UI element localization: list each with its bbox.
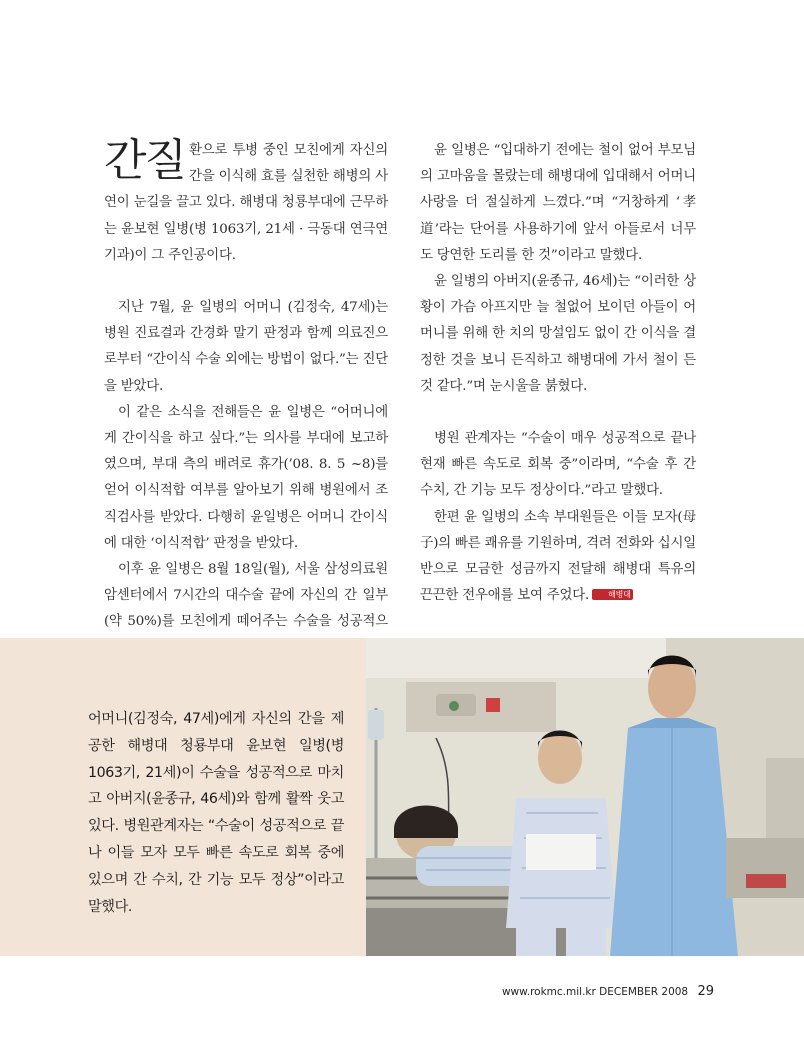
article-paragraph [104, 135, 388, 269]
article-paragraph: 병원 관계자는 “수술이 매우 성공적으로 끝나 현재 빠른 속도로 회복 중”이라며, “수술 후 간 수치, 간 기능 모두 정상이다.”라고 말했다. [420, 431, 696, 499]
marine-corps-badge-icon: 해병대 [592, 589, 633, 600]
paragraph-text: 환으로 투병 중인 모친에게 자신의 간을 이식해 효를 실천한 해병의 사연이 눈길을 끌고 있다. 해병대 청룡부대에 근무하는 윤보현 일병(병 1063기, 21세 · 극동대 연극연기과)이 그 주인공이다. [104, 143, 388, 263]
footer-url: www.rokmc.mil.kr [501, 986, 596, 998]
hospital-photo-illustration [366, 638, 804, 956]
article-right-column [420, 138, 696, 609]
page-number: 29 [697, 984, 714, 999]
photo-caption: 어머니(김정숙, 47세)에게 자신의 간을 제공한 해병대 청룡부대 윤보현 일병(병 1063기, 21세)이 수술을 성공적으로 마치고 아버지(윤종규, 46세)와 함께 활짝 웃고 있다. 병원관계자는 “수술이 성공적으로 끝나 이들 모자 모두 빠른 속도로 회복 중에 있으며 간 수치, 간 기능 모두 정상”이라고 말했다. [88, 711, 344, 915]
article-paragraph: 윤 일병은 “입대하기 전에는 철이 없어 부모님의 고마움을 몰랐는데 해병대에 입대해서 어머니 사랑을 더 절실하게 느꼈다.”며 “거창하게 ‘孝道’라는 단어를 사용하기에 앞서 아들로서 너무도 당연한 도리를 한 것”이라고 말했다. [420, 143, 696, 263]
paragraph-text: 한편 윤 일병의 소속 부대원들은 이들 모자(母子)의 빠른 쾌유를 기원하며, 격려 전화와 십시일반으로 모금한 성금까지 전달해 해병대 특유의 끈끈한 전우애를 보여 주었다. [420, 509, 696, 604]
article-paragraph: 윤 일병의 아버지(윤종규, 46세)는 “이러한 상황이 가슴 아프지만 늘 철없어 보이던 아들이 어머니를 위해 한 치의 망설임도 없이 간 이식을 결정한 것을 보니 든직하고 해병대에 가서 철이 든 것 같다.”며 눈시울을 붉혔다. [420, 274, 696, 394]
footer-issue: DECEMBER 2008 [599, 986, 689, 998]
article-paragraph: 이후 윤 일병은 8월 18일(월), 서울 삼성의료원 암센터에서 7시간의 대수술 끝에 자신의 간 일부(약 50%)를 모친에게 떼어주는 수술을 성공적으 [104, 562, 388, 630]
article-left-column [104, 135, 388, 688]
hospital-photo [366, 638, 804, 956]
article-paragraph [420, 505, 696, 610]
article-paragraph: 지난 7월, 윤 일병의 어머니 (김정숙, 47세)는 병원 진료결과 간경화 말기 판정과 함께 의료진으로부터 “간이식 수술 외에는 방법이 없다.”는 진단을 받았다. [104, 300, 388, 394]
drop-cap: 간질 [104, 135, 186, 186]
page-footer [502, 984, 714, 999]
article-paragraph: 이 같은 소식을 전해들은 윤 일병은 “어머니에게 간이식을 하고 싶다.”는 의사를 부대에 보고하였으며, 부대 측의 배려로 휴가(’08. 8. 5 ~8)를 얻어 이식적합 여부를 알아보기 위해 병원에서 조직검사를 받았다. 다행히 윤일병은 어머니 간이식에 대한 ‘이식적합’ 판정을 받았다. [104, 404, 388, 551]
